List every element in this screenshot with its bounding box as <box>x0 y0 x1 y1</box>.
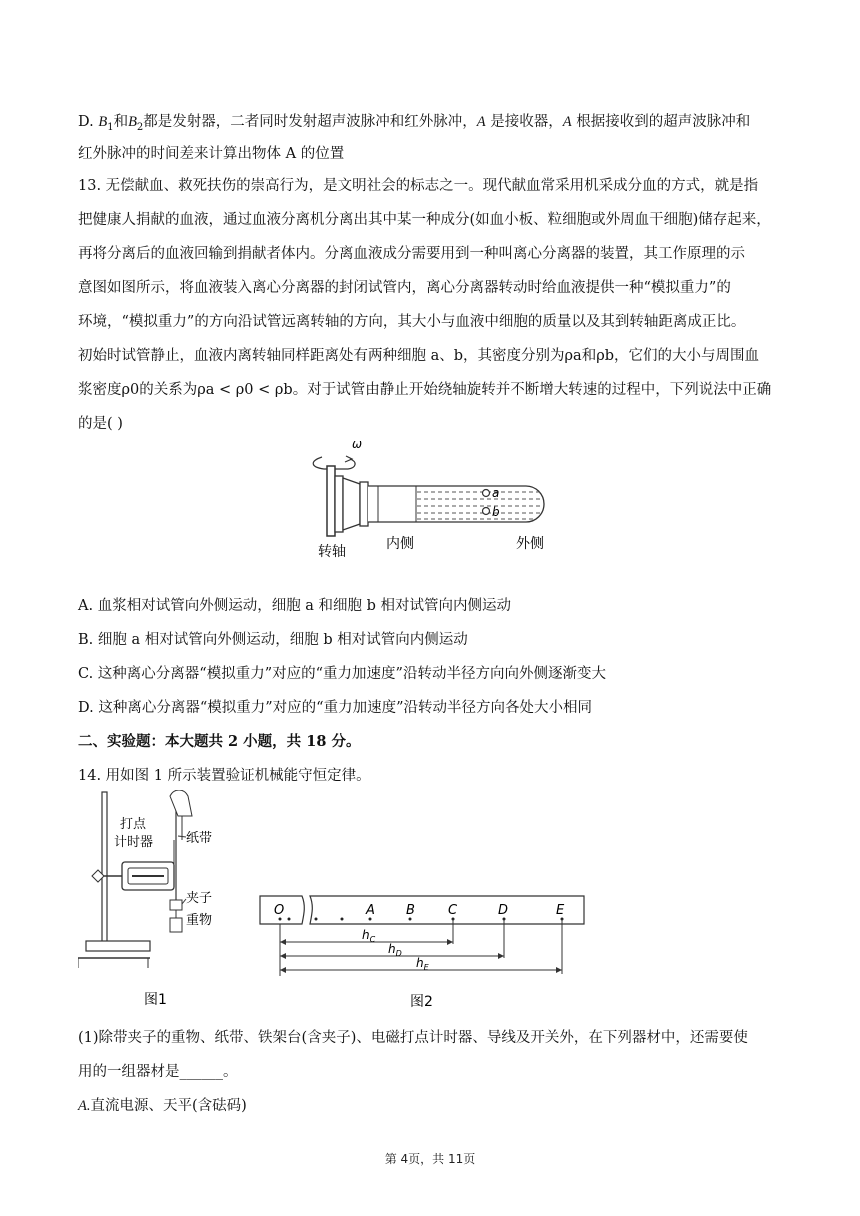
q13-text-line: 意图如图所示，将血液装入离心分离器的封闭试管内，离心分离器转动时给血液提供一种“模拟重力”的 <box>78 280 731 296</box>
q14-intro: 14. 用如图 1 所示装置验证机械能守恒定律。 <box>78 768 371 784</box>
point-label-d: D <box>498 903 509 918</box>
timer-label-1: 打点 <box>120 817 147 832</box>
q13-option-d: D. 这种离心分离器“模拟重力”对应的“重力加速度”沿转动半径方向各处大小相同 <box>78 700 592 716</box>
section-heading: 二、实验题：本大题共 2 小题，共 18 分。 <box>78 733 361 750</box>
q13-text-line: 把健康人捐献的血液，通过血液分离机分离出其中某一种成分(如血小板、粒细胞或外周血干细胞)储存起来， <box>78 212 771 228</box>
q13-text-line: 浆密度ρ0的关系为ρa < ρ0 < ρb。对于试管由静止开始绕轴旋转并不断增大转速的过程中，下列说法中正确 <box>78 382 772 398</box>
q13-text-line: 环境，“模拟重力”的方向沿试管远离转轴的方向，其大小与血液中细胞的质量以及其到转轴距离成正比。 <box>78 314 746 330</box>
figure-1-apparatus <box>78 790 218 1015</box>
cell-b-label: b <box>492 505 500 519</box>
clip <box>170 900 182 910</box>
axis-label: 转轴 <box>318 544 346 560</box>
weight <box>170 918 182 932</box>
q12-option-d-line1: D. $B_1$和$B_2$都是发射器，二者同时发射超声波脉冲和红外脉冲，A 是接收器，A 根据接收到的超声波脉冲和 <box>78 114 751 133</box>
q14-part1-line2: 用的一组器材是______。 <box>78 1064 238 1080</box>
q12-option-d-line2: 红外脉冲的时间差来计算出物体 A 的位置 <box>78 146 345 162</box>
weight-label: 重物 <box>186 913 213 928</box>
cell-a-label: a <box>492 486 500 500</box>
q14-part1-line1: (1)除带夹子的重物、纸带、铁架台(含夹子)、电磁打点计时器、导线及开关外，在下列器材中，还需要使 <box>78 1030 748 1046</box>
q13-text-line: 的是( ) <box>78 416 123 432</box>
figure-2-caption: 图2 <box>410 994 433 1010</box>
point-label-e: E <box>556 903 565 918</box>
test-tube <box>368 486 544 522</box>
figure-2-tape <box>258 888 588 1018</box>
q13-option-b: B. 细胞 a 相对试管向外侧运动，细胞 b 相对试管向内侧运动 <box>78 632 468 648</box>
rotation-axis <box>327 466 335 536</box>
h-e-label: $h_E$ <box>416 956 429 972</box>
centrifuge-diagram <box>300 432 570 564</box>
timer-label-2: 计时器 <box>114 835 154 850</box>
cell-b <box>483 508 490 515</box>
omega-label: ω <box>352 437 363 451</box>
q13-text-line: 初始时试管静止，血液内离转轴同样距离处有两种细胞 a、b，其密度分别为ρa和ρb，它们的大小与周围血 <box>78 348 760 364</box>
stand-rod <box>102 792 107 942</box>
h-d-label: $h_D$ <box>388 942 402 958</box>
stand-base <box>86 941 150 951</box>
h-c-label: $h_C$ <box>362 928 376 944</box>
cell-a <box>483 490 490 497</box>
outer-side-label: 外侧 <box>516 536 544 552</box>
q13-option-a: A. 血浆相对试管向外侧运动，细胞 a 和细胞 b 相对试管向内侧运动 <box>78 598 512 614</box>
inner-side-label: 内侧 <box>386 536 414 552</box>
figure-1-caption: 图1 <box>144 992 167 1008</box>
q14-option-a: A.直流电源、天平(含砝码) <box>78 1098 247 1114</box>
q13-text-line: 再将分离后的血液回输到捐献者体内。分离血液成分需要用到一种叫离心分离器的装置，其工作原理的示 <box>78 246 745 262</box>
point-label-b: B <box>406 903 415 918</box>
point-label-o: O <box>274 903 285 918</box>
point-label-c: C <box>448 903 458 918</box>
q13-option-c: C. 这种离心分离器“模拟重力”对应的“重力加速度”沿转动半径方向向外侧逐渐变大 <box>78 666 606 682</box>
point-label-a: A <box>366 903 375 918</box>
page-footer: 第 4页，共 11页 <box>384 1152 476 1166</box>
q13-text-line: 13. 无偿献血、救死扶伤的崇高行为，是文明社会的标志之一。现代献血常采用机采成分血的方式，就是指 <box>78 178 759 194</box>
tape-label: 纸带 <box>186 831 213 846</box>
clip-label: 夹子 <box>186 891 213 906</box>
